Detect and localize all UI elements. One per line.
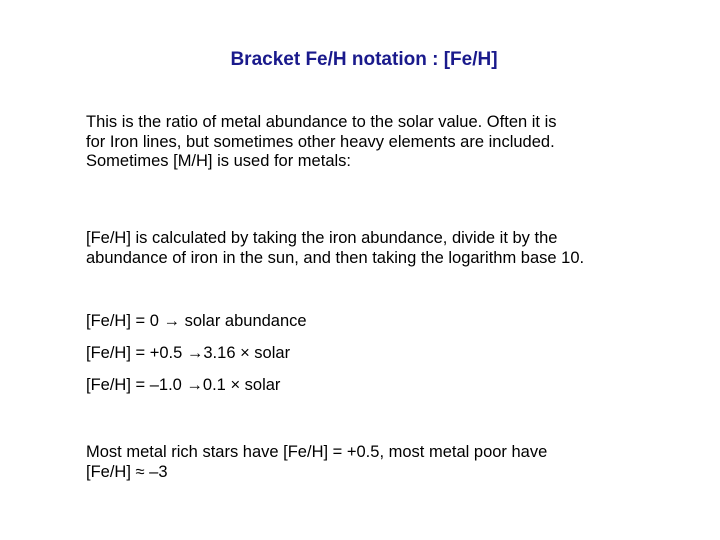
intro-line-3: Sometimes [M/H] is used for metals: <box>86 152 351 170</box>
intro-line-2: for Iron lines, but sometimes other heavy elements are included. <box>86 132 555 151</box>
calc-line-1: [Fe/H] is calculated by taking the iron abundance, divide it by the <box>86 229 558 247</box>
slide-title: Bracket Fe/H notation : [Fe/H] <box>230 49 498 70</box>
intro-line-1: This is the ratio of metal abundance to the solar value. Often it is <box>86 113 557 131</box>
calc-line-2: abundance of iron in the sun, and then taking the logarithm base 10. <box>86 248 585 267</box>
intro-paragraph <box>86 113 646 172</box>
example-solar: [Fe/H] = 0 → solar abundance <box>86 312 307 330</box>
example-metal-rich: [Fe/H] = +0.5 →3.16 × solar <box>86 344 291 362</box>
range-line-2: [Fe/H] ≈ –3 <box>86 462 168 481</box>
range-line-1: Most metal rich stars have [Fe/H] = +0.5, most metal poor have <box>86 443 548 461</box>
calculation-paragraph <box>86 229 646 268</box>
range-paragraph <box>86 443 646 482</box>
example-metal-poor: [Fe/H] = –1.0 →0.1 × solar <box>86 376 281 394</box>
